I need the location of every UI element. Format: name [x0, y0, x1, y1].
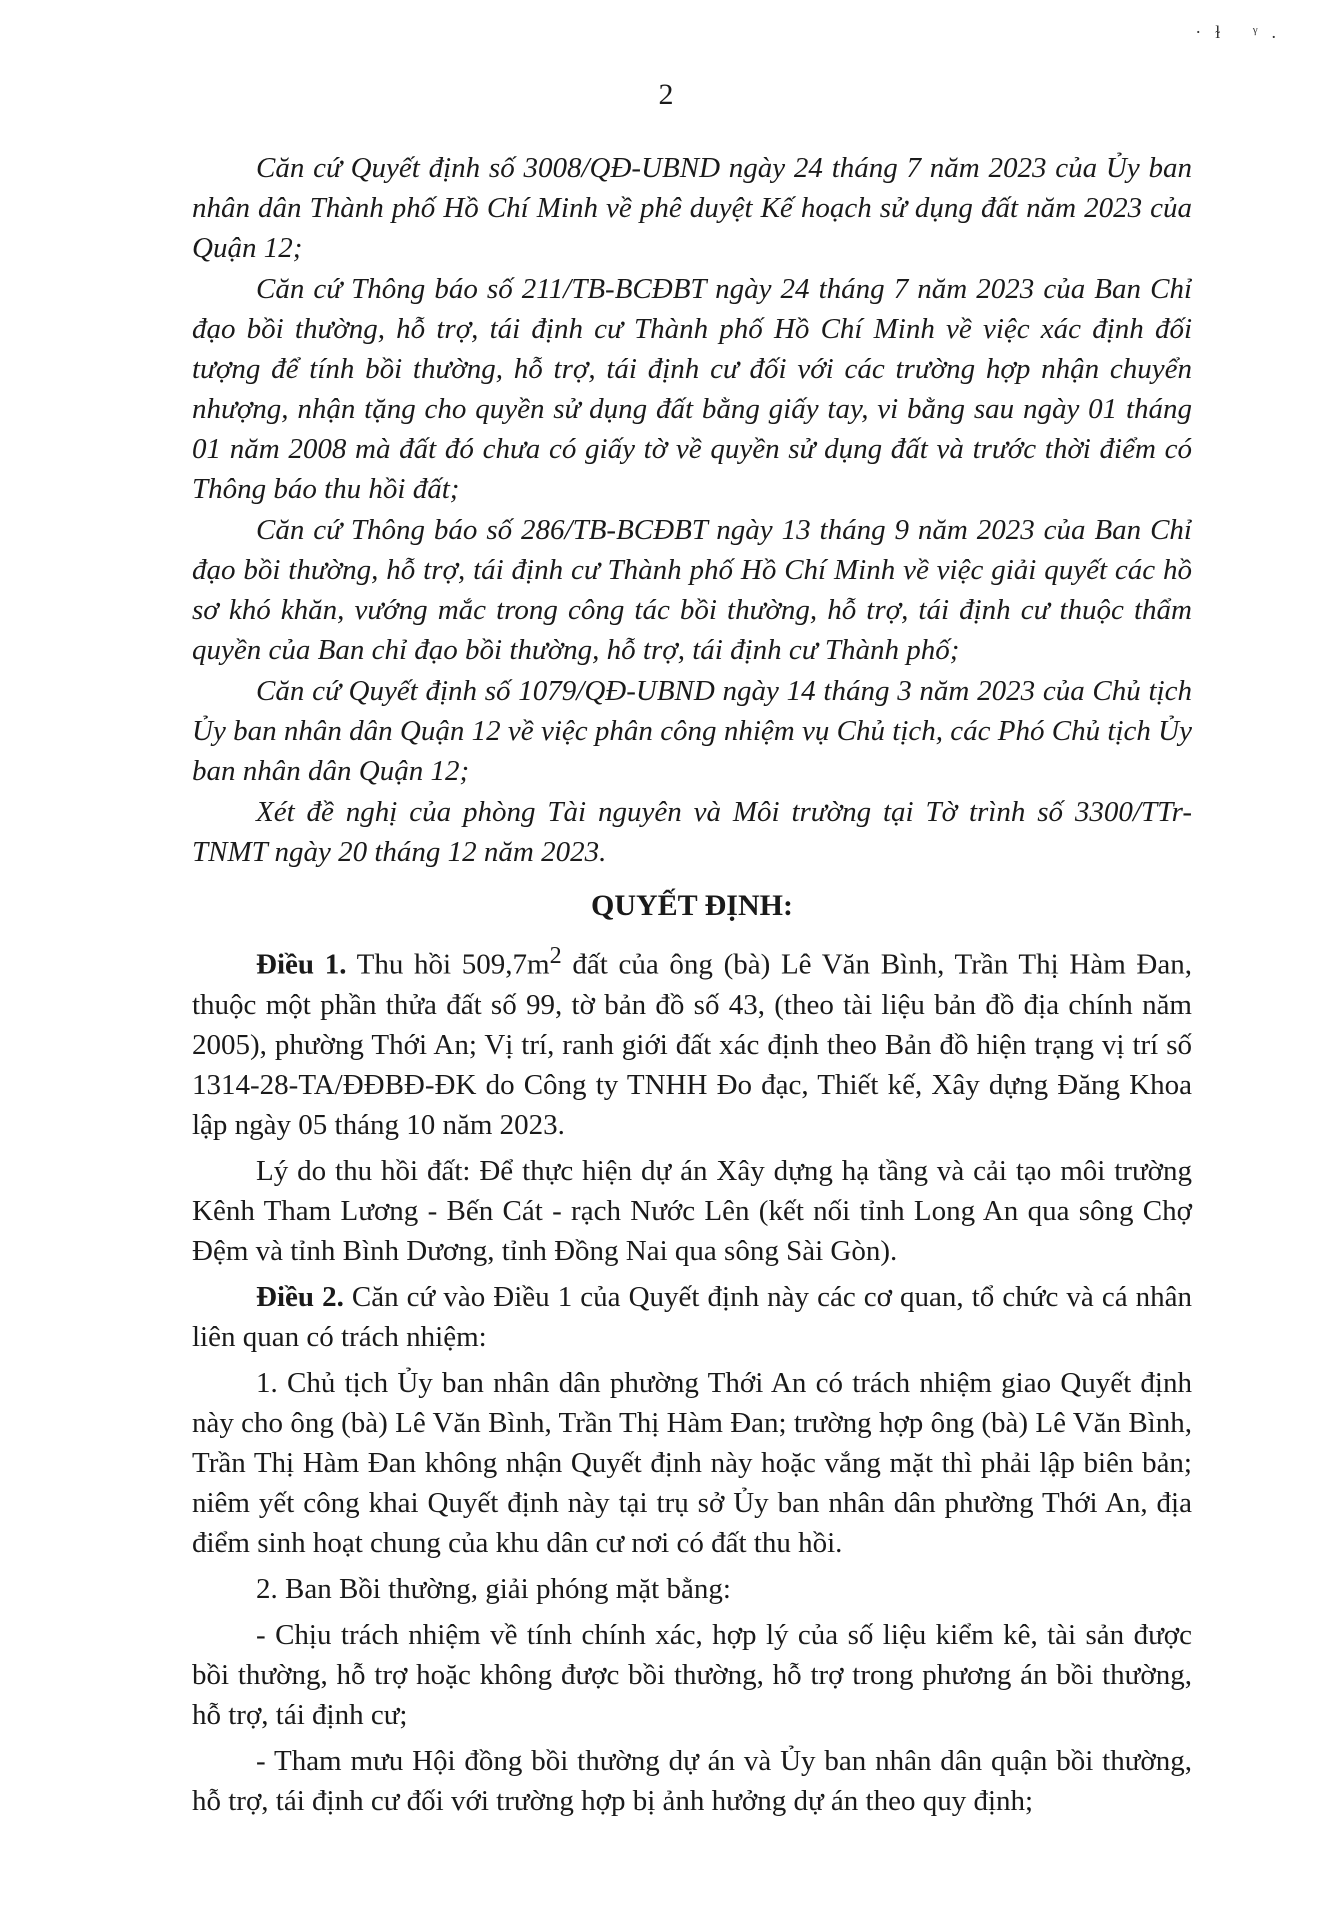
article-2-label: Điều 2.	[256, 1280, 344, 1313]
decision-heading: QUYẾT ĐỊNH:	[591, 889, 793, 922]
preamble-paragraph-3: Căn cứ Thông báo số 286/TB-BCĐBT ngày 13 tháng 9 năm 2023 của Ban Chỉ đạo bồi thường, hỗ trợ, tái định cư Thành phố Hồ Chí Minh về việc giải quyết các hồ sơ khó khăn, vướng mắc trong công tác bồi thường, hỗ trợ, tái định cư thuộc thẩm quyền của Ban chỉ đạo bồi thường, hỗ trợ, tái định cư Thành phố;	[192, 514, 1192, 666]
article-2-item-2-point-1: - Chịu trách nhiệm về tính chính xác, hợp lý của số liệu kiểm kê, tài sản được bồi thường, hỗ trợ hoặc không được bồi thường, hỗ trợ trong phương án bồi thường, hỗ trợ, tái định cư;	[192, 1618, 1192, 1731]
article-1-paragraph	[192, 936, 1192, 1145]
area-unit-superscript: 2	[549, 942, 562, 969]
article-2-item-1: 1. Chủ tịch Ủy ban nhân dân phường Thới An có trách nhiệm giao Quyết định này cho ông (bà) Lê Văn Bình, Trần Thị Hàm Đan; trường hợp ông (bà) Lê Văn Bình, Trần Thị Hàm Đan không nhận Quyết định này hoặc vắng mặt thì phải lập biên bản; niêm yết công khai Quyết định này tại trụ sở Ủy ban nhân dân phường Thới An, địa điểm sinh hoạt chung của khu dân cư nơi có đất thu hồi.	[192, 1366, 1192, 1559]
article-2-item-2: 2. Ban Bồi thường, giải phóng mặt bằng:	[256, 1572, 731, 1605]
preamble-paragraph-1: Căn cứ Quyết định số 3008/QĐ-UBND ngày 24 tháng 7 năm 2023 của Ủy ban nhân dân Thành phố Hồ Chí Minh về phê duyệt Kế hoạch sử dụng đất năm 2023 của Quận 12;	[192, 152, 1192, 264]
page-number: 2	[658, 78, 674, 111]
corner-scan-marks: ·ɫ ᵞ.	[1195, 22, 1290, 42]
preamble-paragraph-5: Xét đề nghị của phòng Tài nguyên và Môi trường tại Tờ trình số 3300/TTr-TNMT ngày 20 tháng 12 năm 2023.	[192, 796, 1192, 868]
preamble-paragraph-2: Căn cứ Thông báo số 211/TB-BCĐBT ngày 24 tháng 7 năm 2023 của Ban Chỉ đạo bồi thường, hỗ trợ, tái định cư Thành phố Hồ Chí Minh về việc xác định đối tượng để tính bồi thường, hỗ trợ, tái định cư đối với các trường hợp nhận chuyển nhượng, nhận tặng cho quyền sử dụng đất bằng giấy tay, vi bằng sau ngày 01 tháng 01 năm 2008 mà đất đó chưa có giấy tờ về quyền sử dụng đất và trước thời điểm có Thông báo thu hồi đất;	[192, 273, 1192, 505]
document-body	[192, 148, 1192, 1822]
article-1-text-rest: đất của ông (bà) Lê Văn Bình, Trần Thị Hàm Đan, thuộc một phần thửa đất số 99, tờ bản đồ số 43, (theo tài liệu bản đồ địa chính năm 2005), phường Thới An; Vị trí, ranh giới đất xác định theo Bản đồ hiện trạng vị trí số 1314-28-TA/ĐĐBĐ-ĐK do Công ty TNHH Đo đạc, Thiết kế, Xây dựng Đăng Khoa lập ngày 05 tháng 10 năm 2023.	[192, 948, 1192, 1141]
article-1-reason: Lý do thu hồi đất: Để thực hiện dự án Xây dựng hạ tầng và cải tạo môi trường Kênh Tham Lương - Bến Cát - rạch Nước Lên (kết nối tỉnh Long An qua sông Chợ Đệm và tỉnh Bình Dương, tỉnh Đồng Nai qua sông Sài Gòn).	[192, 1154, 1192, 1267]
article-2-item-2-point-2: - Tham mưu Hội đồng bồi thường dự án và Ủy ban nhân dân quận bồi thường, hỗ trợ, tái định cư đối với trường hợp bị ảnh hưởng dự án theo quy định;	[192, 1744, 1192, 1817]
article-1-label: Điều 1.	[256, 948, 347, 981]
preamble-paragraph-4: Căn cứ Quyết định số 1079/QĐ-UBND ngày 14 tháng 3 năm 2023 của Chủ tịch Ủy ban nhân dân Quận 12 về việc phân công nhiệm vụ Chủ tịch, các Phó Chủ tịch Ủy ban nhân dân Quận 12;	[192, 675, 1192, 787]
article-2-intro: Căn cứ vào Điều 1 của Quyết định này các cơ quan, tổ chức và cá nhân liên quan có trách nhiệm:	[192, 1280, 1193, 1353]
article-1-text-start: Thu hồi 509,7m	[346, 948, 550, 981]
article-2-paragraph	[192, 1277, 1192, 1357]
